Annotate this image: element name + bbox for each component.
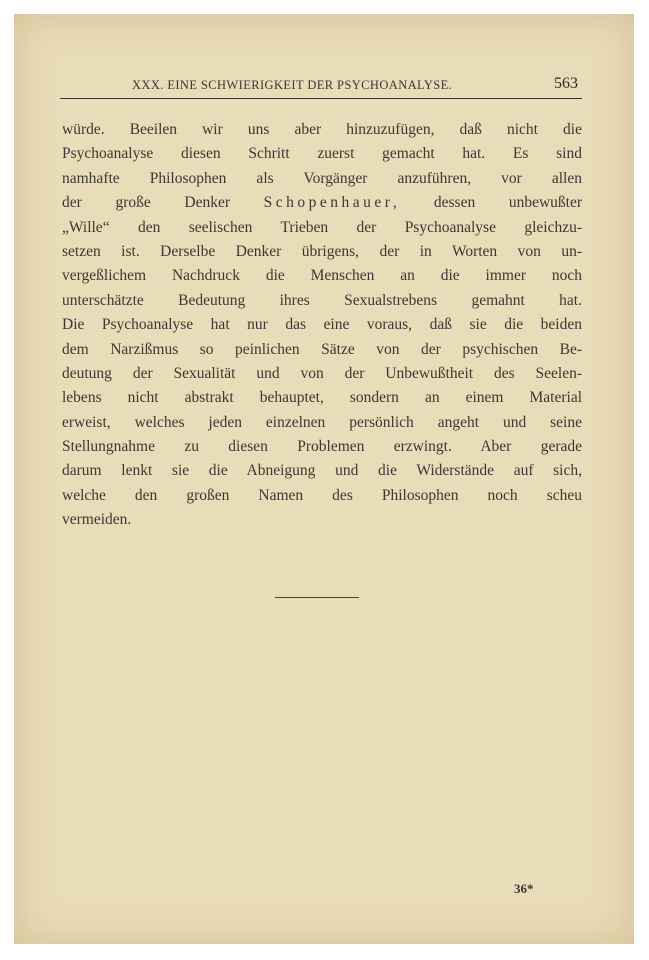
text-line-9: Die Psychoanalyse hat nur das eine voraus, daß sie die beiden: [62, 316, 582, 334]
section-end-rule: [275, 597, 359, 598]
text-line-3: namhafte Philosophen als Vorgänger anzuführen, vor allen: [62, 169, 582, 187]
text-line-16: welche den großen Namen des Philosophen noch scheu: [62, 486, 582, 504]
body-text: [62, 118, 582, 533]
printer-signature: 36*: [514, 881, 534, 896]
text-line-8: unterschätzte Bedeutung ihres Sexualstrebens gemahnt hat.: [62, 291, 582, 309]
running-head: [60, 74, 582, 99]
book-page: [14, 14, 634, 944]
text-line-6: setzen ist. Derselbe Denker übrigens, der in Worten von un-: [62, 242, 582, 260]
text-line-5: „Wille“ den seelischen Trieben der Psychoanalyse gleichzu-: [62, 218, 582, 236]
running-title: XXX. EINE SCHWIERIGKEIT DER PSYCHOANALYSE.: [132, 78, 453, 92]
text-line-12: lebens nicht abstrakt behauptet, sondern an einem Material: [62, 389, 582, 407]
spaced-name-schopenhauer: Schopenhauer,: [263, 194, 401, 212]
text-line-4: [62, 191, 582, 215]
text-line-4-end: dessen unbewußter: [433, 194, 583, 212]
text-line-17: vermeiden.: [62, 511, 132, 529]
text-line-4-start: der große Denker: [62, 194, 230, 212]
text-line-1: würde. Beeilen wir uns aber hinzuzufügen, daß nicht die: [62, 121, 582, 138]
text-line-7: vergeßlichem Nachdruck die Menschen an die immer noch: [62, 267, 582, 285]
text-line-14: Stellungnahme zu diesen Problemen erzwingt. Aber gerade: [62, 438, 582, 456]
text-line-2: Psychoanalyse diesen Schritt zuerst gemacht hat. Es sind: [62, 145, 582, 163]
page-number: 563: [554, 75, 578, 92]
text-line-13: erweist, welches jeden einzelnen persönlich angeht und seine: [62, 413, 582, 431]
text-line-15: darum lenkt sie die Abneigung und die Widerstände auf sich,: [62, 462, 582, 480]
text-line-10: dem Narzißmus so peinlichen Sätze von der psychischen Be-: [62, 340, 582, 358]
text-line-11: deutung der Sexualität und von der Unbewußtheit des Seelen-: [62, 364, 582, 382]
